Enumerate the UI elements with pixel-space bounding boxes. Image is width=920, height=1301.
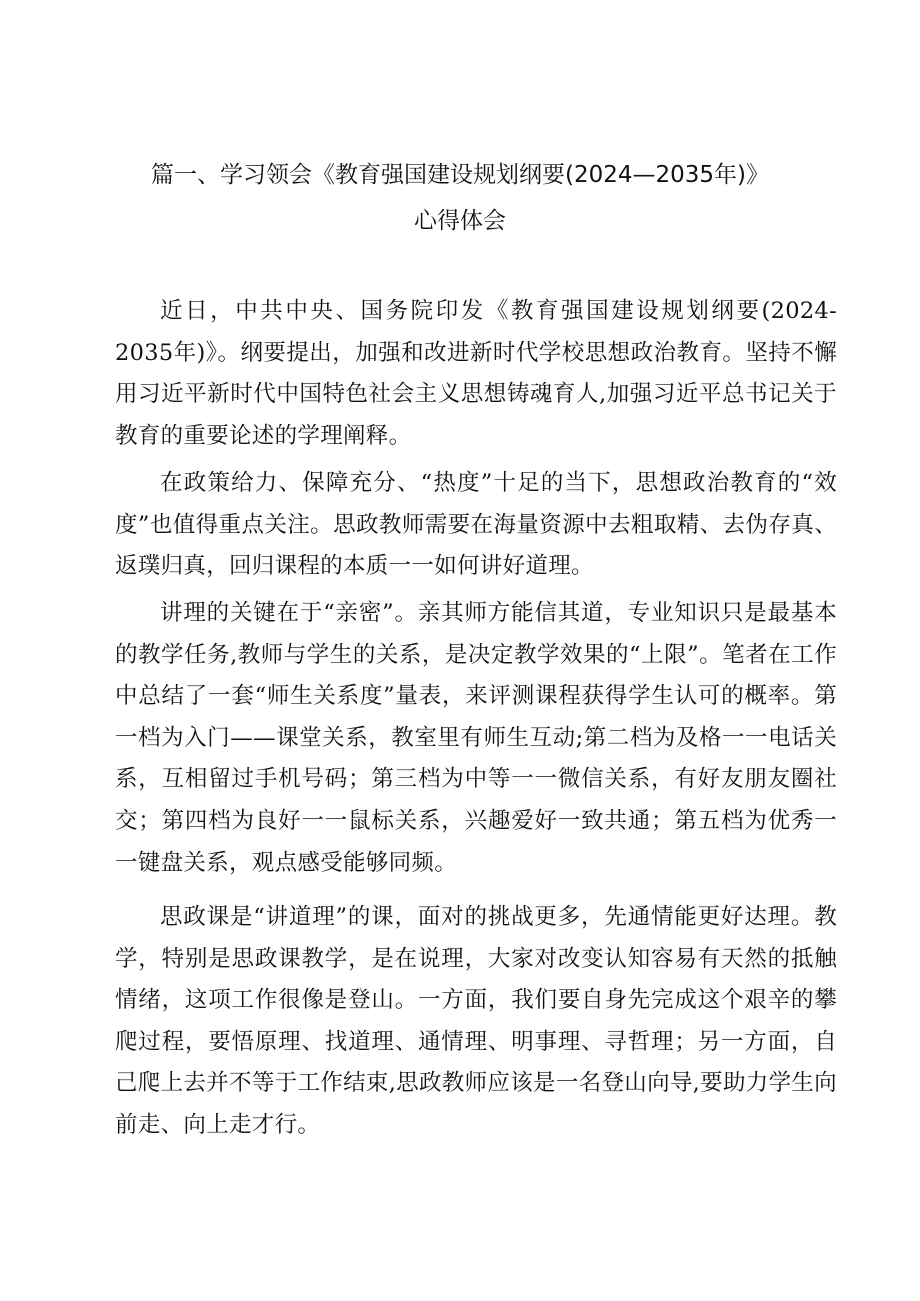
document-subtitle: 心得体会 bbox=[414, 208, 506, 234]
paragraph-3: 讲理的关键在于“亲密”。亲其师方能信其道，专业知识只是最基本的教学任务,教师与学生的关系，是决定教学效果的“上限”。笔者在工作中总结了一套“师生关系度”量表，来评测课程获得学生认可的概率。第一档为入门——课堂关系，教室里有师生互动;第二档为及格一一电话关系，互相留过手机号码；第三档为中等一一微信关系，有好友朋友圈社交；第四档为良好一一鼠标关系，兴趣爱好一致共通；第五档为优秀一一键盘关系，观点感受能够同频。 bbox=[115, 600, 837, 876]
document-title: 篇一、学习领会《教育强国建设规划纲要(2024—2035年)》 bbox=[150, 162, 769, 188]
paragraph-2: 在政策给力、保障充分、“热度”十足的当下，思想政治教育的“效度”也值得重点关注。思政教师需要在海量资源中去粗取精、去伪存真、返璞归真，回归课程的本质一一如何讲好道理。 bbox=[115, 470, 837, 580]
paragraph-4: 思政课是“讲道理”的课，面对的挑战更多，先通情能更好达理。教学，特别是思政课教学，是在说理，大家对改变认知容易有天然的抵触情绪，这项工作很像是登山。一方面，我们要自身先完成这个艰辛的攀爬过程，要悟原理、找道理、通情理、明事理、寻哲理；另一方面，自己爬上去并不等于工作结束,思政教师应该是一名登山向导,要助力学生向前走、向上走才行。 bbox=[115, 904, 837, 1138]
paragraph-1: 近日，中共中央、国务院印发《教育强国建设规划纲要(2024-2035年)》。纲要提出，加强和改进新时代学校思想政治教育。坚持不懈用习近平新时代中国特色社会主义思想铸魂育人,加强习近平总书记关于教育的重要论述的学理阐释。 bbox=[115, 298, 837, 449]
